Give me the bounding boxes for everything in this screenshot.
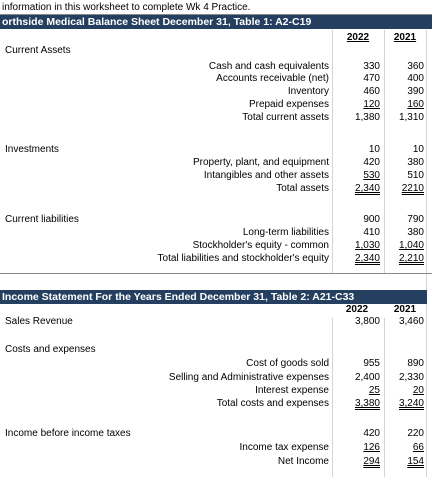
row-label: Intangibles and other assets <box>203 170 329 181</box>
row-value-2022 <box>334 398 380 410</box>
value-underlined: 66 <box>412 442 424 453</box>
value-double-underlined: 2210 <box>401 183 424 194</box>
row-label: Interest expense <box>255 385 329 396</box>
row-label: Total costs and expenses <box>216 398 329 409</box>
row-value-2022: 460 <box>363 86 380 97</box>
row-value-2021 <box>386 456 424 468</box>
table2-year-2022: 2022 <box>345 304 369 315</box>
row-label: Selling and Administrative expenses <box>168 372 329 383</box>
section-current-liabilities: Current liabilities <box>5 214 79 225</box>
row-label: Income tax expense <box>239 442 329 453</box>
row-label: Total assets <box>276 183 329 194</box>
row-label: Property, plant, and equipment <box>192 157 329 168</box>
row-value-2021 <box>386 253 424 265</box>
row-value-2021: 2,330 <box>398 372 424 383</box>
row-label: Stockholder's equity - common <box>192 240 329 251</box>
row-value-2021: 380 <box>407 227 424 238</box>
row-value-2021: 1,310 <box>398 112 424 123</box>
value-double-underlined: 2,340 <box>354 183 380 194</box>
value-underlined: 1,030 <box>354 240 380 251</box>
value-underlined: 120 <box>363 99 380 110</box>
column-divider-d <box>426 30 427 477</box>
row-value-2022 <box>334 170 380 182</box>
row-value-2022 <box>334 240 380 252</box>
value-double-underlined: 3,240 <box>398 398 424 409</box>
table1-year-2022: 2022 <box>346 32 370 43</box>
row-value-2021 <box>386 385 424 397</box>
value-double-underlined: 2,210 <box>398 253 424 264</box>
row-value-2021: 360 <box>407 61 424 72</box>
row-value-2022 <box>334 385 380 397</box>
column-divider-b2 <box>332 318 333 477</box>
value-underlined: 160 <box>407 99 424 110</box>
row-value-2022: 410 <box>363 227 380 238</box>
column-divider-b <box>332 30 333 273</box>
row-value-2022: 420 <box>363 428 380 439</box>
section-investments: Investments <box>5 144 59 155</box>
value-underlined: 530 <box>363 170 380 181</box>
row-value-2022: 955 <box>363 358 380 369</box>
row-label: Long-term liabilities <box>242 227 329 238</box>
row-value-2021 <box>386 398 424 410</box>
row-label: Accounts receivable (net) <box>216 73 329 84</box>
row-value-2022 <box>334 442 380 454</box>
table1-bottom-border <box>0 273 432 274</box>
row-value-2021: 10 <box>412 144 424 155</box>
row-value-2022: 330 <box>363 61 380 72</box>
value-underlined: 126 <box>363 442 380 453</box>
row-value-2021: 890 <box>407 358 424 369</box>
column-divider-c2 <box>384 318 385 477</box>
row-label: Prepaid expenses <box>248 99 329 110</box>
row-value-2022: 2,400 <box>354 372 380 383</box>
row-value-2022: 1,380 <box>354 112 380 123</box>
column-divider-c <box>384 30 385 273</box>
value-underlined: 25 <box>368 385 380 396</box>
row-label: Total liabilities and stockholder's equity <box>157 253 329 264</box>
row-label: Total current assets <box>242 112 329 123</box>
row-label: Inventory <box>287 86 329 97</box>
row-value-2021: 390 <box>407 86 424 97</box>
row-value-2022: 10 <box>368 144 380 155</box>
section-income-before-taxes: Income before income taxes <box>5 428 131 439</box>
intro-text: information in this worksheet to complete Wk 4 Practice. <box>2 2 251 13</box>
row-value-2022 <box>334 253 380 265</box>
row-value-2022: 420 <box>363 157 380 168</box>
row-value-2021 <box>386 442 424 454</box>
value-double-underlined: 154 <box>407 456 424 467</box>
row-value-2022: 470 <box>363 73 380 84</box>
row-value-2022: 900 <box>363 214 380 225</box>
row-value-2021: 3,460 <box>398 316 424 327</box>
section-costs-expenses: Costs and expenses <box>5 344 96 355</box>
row-label: Net Income <box>277 456 329 467</box>
row-value-2022 <box>334 456 380 468</box>
row-value-2021: 400 <box>407 73 424 84</box>
table1-title: orthside Medical Balance Sheet December 31, Table 1: A2-C19 <box>0 15 432 29</box>
row-value-2022 <box>334 183 380 195</box>
row-label: Cash and cash equivalents <box>208 61 329 72</box>
value-double-underlined: 294 <box>363 456 380 467</box>
value-underlined: 1,040 <box>398 240 424 251</box>
row-value-2021: 380 <box>407 157 424 168</box>
section-current-assets: Current Assets <box>5 45 71 56</box>
table2-year-2021: 2021 <box>393 304 417 315</box>
row-value-2021 <box>386 99 424 111</box>
section-sales-revenue: Sales Revenue <box>5 316 73 327</box>
row-value-2021 <box>386 183 424 195</box>
value-underlined: 20 <box>412 385 424 396</box>
row-value-2021: 220 <box>407 428 424 439</box>
table1-year-2021: 2021 <box>393 32 417 43</box>
row-value-2022 <box>334 99 380 111</box>
row-value-2021: 510 <box>407 170 424 181</box>
value-double-underlined: 2,340 <box>354 253 380 264</box>
row-value-2021: 790 <box>407 214 424 225</box>
table2-title: Income Statement For the Years Ended December 31, Table 2: A21-C33 <box>0 290 427 304</box>
row-value-2021 <box>386 240 424 252</box>
row-value-2022: 3,800 <box>354 316 380 327</box>
row-label: Cost of goods sold <box>246 358 329 369</box>
value-double-underlined: 3,380 <box>354 398 380 409</box>
